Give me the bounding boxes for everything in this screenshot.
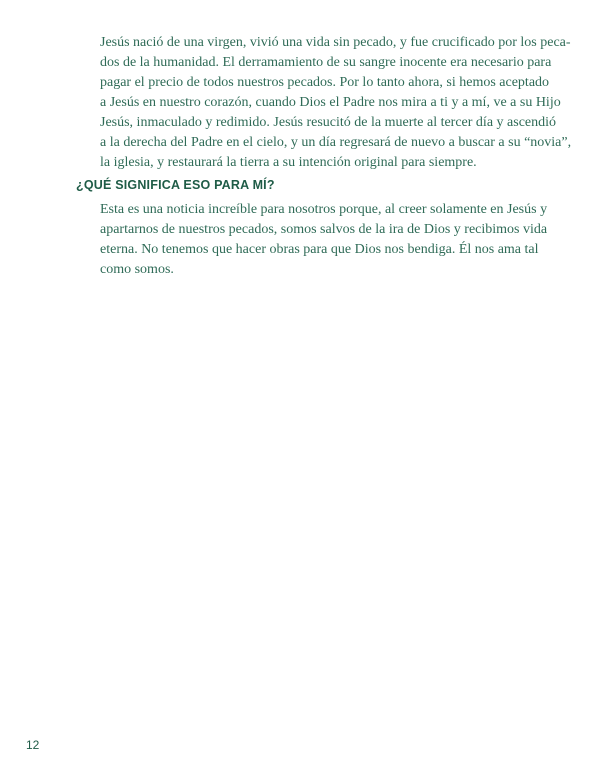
paragraph-line: Jesús, inmaculado y redimido. Jesús resucitó de la muerte al tercer día y ascendió (100, 115, 557, 130)
paragraph-jesus-story (100, 33, 572, 173)
paragraph-line: como somos. (100, 262, 174, 277)
page-number: 12 (26, 738, 40, 752)
paragraph-line: Jesús nació de una virgen, vivió una vida sin pecado, y fue crucificado por los peca- (100, 35, 571, 50)
paragraph-line: pagar el precio de todos nuestros pecados. Por lo tanto ahora, si hemos aceptado (100, 75, 550, 90)
paragraph-line: a Jesús en nuestro corazón, cuando Dios el Padre nos mira a ti y a mí, ve a su Hijo (100, 95, 561, 110)
paragraph-line: a la derecha del Padre en el cielo, y un día regresará de nuevo a buscar a su “novia”, (100, 135, 572, 150)
paragraph-meaning (100, 200, 548, 280)
paragraph-line: eterna. No tenemos que hacer obras para que Dios nos bendiga. Él nos ama tal (100, 242, 539, 257)
section-heading: ¿QUÉ SIGNIFICA ESO PARA MÍ? (76, 178, 275, 192)
paragraph-line: Esta es una noticia increíble para nosotros porque, al creer solamente en Jesús y (100, 202, 548, 217)
paragraph-line: apartarnos de nuestros pecados, somos salvos de la ira de Dios y recibimos vida (100, 222, 548, 237)
paragraph-line: la iglesia, y restaurará la tierra a su intención original para siempre. (100, 155, 477, 170)
paragraph-line: dos de la humanidad. El derramamiento de su sangre inocente era necesario para (100, 55, 552, 70)
